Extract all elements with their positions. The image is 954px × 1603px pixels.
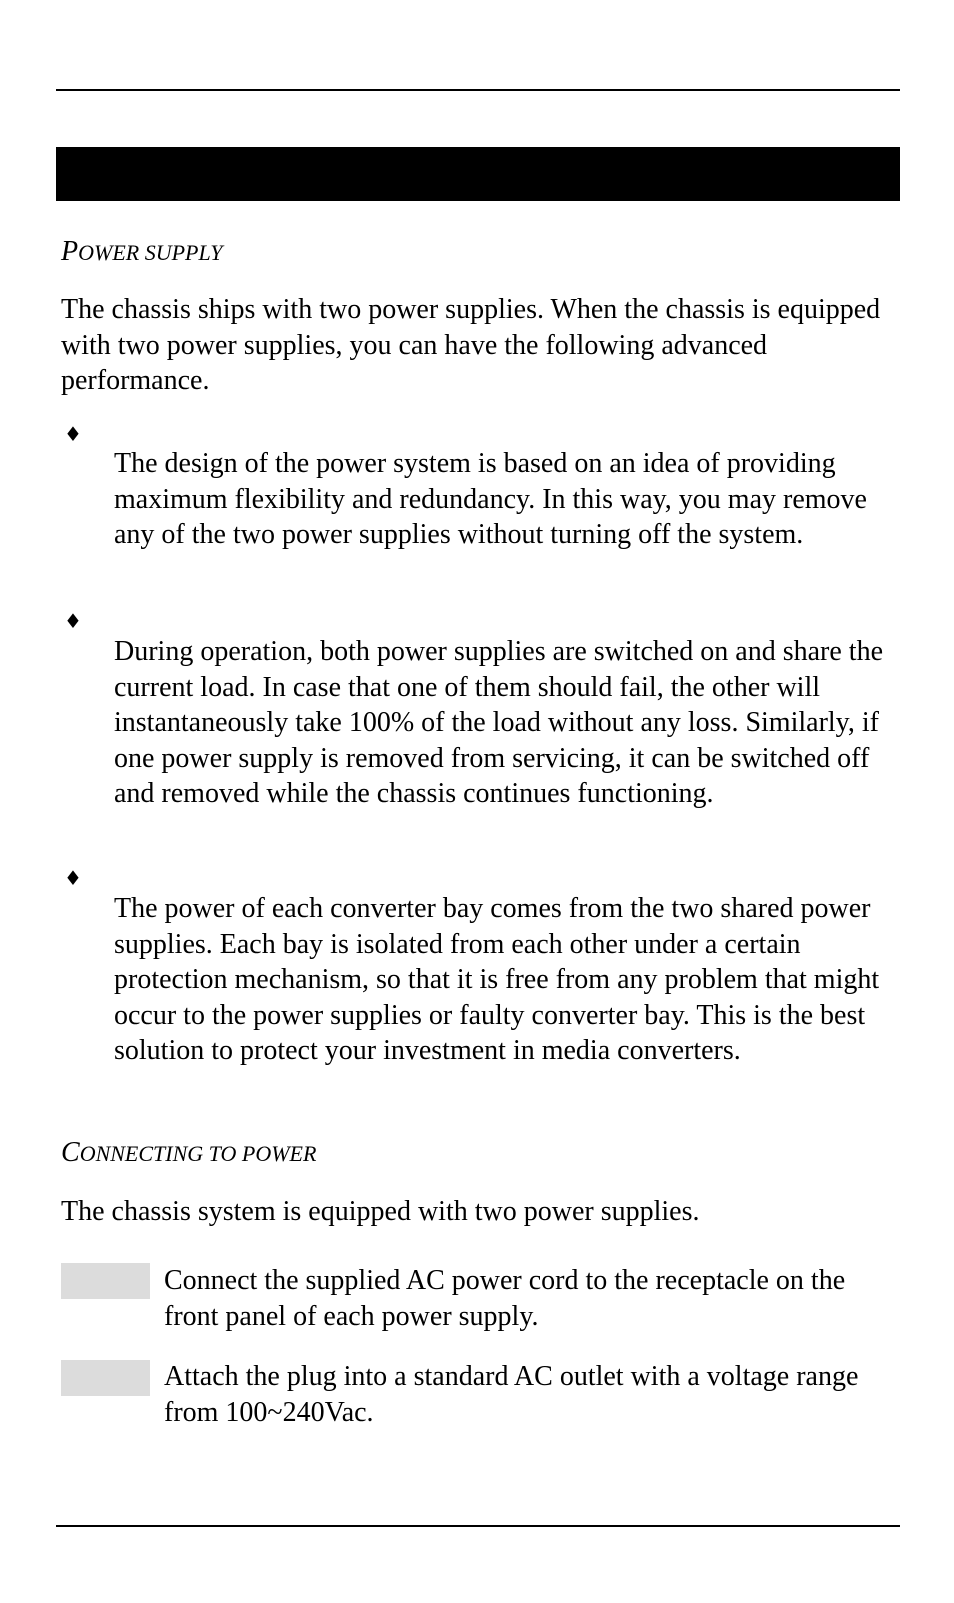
bullet-item-1-text: The design of the power system is based on an idea of providing maximum flexibility and redundancy. In this way, you may remove any of the two power supplies without turning off the system.: [114, 448, 867, 550]
step-2-label-box: [61, 1360, 150, 1396]
step-1-text: Connect the supplied AC power cord to the receptacle on the front panel of each power supply.: [164, 1265, 846, 1332]
bottom-rule: [56, 1525, 900, 1527]
bullet-icon: ♦: [64, 609, 82, 633]
connecting-intro: The chassis system is equipped with two power supplies.: [61, 1196, 700, 1227]
bullet-item-3-text: The power of each converter bay comes from the two shared power supplies. Each bay is isolated from each other under a certain protection mechanism, so that it is free from any problem that might occur to the power supplies or faulty converter bay. This is the best solution to protect your investment in media converters.: [114, 893, 880, 1066]
step-1-label-box: [61, 1263, 150, 1299]
power-supply-heading: POWER SUPPLY: [61, 236, 223, 267]
bullet-icon: ♦: [64, 422, 82, 446]
chapter-title-bar: [56, 147, 900, 201]
power-supply-intro: The chassis ships with two power supplies. When the chassis is equipped with two power supplies, you can have the following advanced performance.: [61, 294, 881, 396]
bullet-icon: ♦: [64, 866, 82, 890]
step-2-text: Attach the plug into a standard AC outlet with a voltage range from 100~240Vac.: [164, 1361, 859, 1428]
bullet-item-2-text: During operation, both power supplies are switched on and share the current load. In case that one of them should fail, the other will instantaneously take 100% of the load without any loss. Similarly, if one power supply is removed from servicing, it can be switched off and removed while the chassis continues functioning.: [114, 636, 884, 809]
top-rule: [56, 89, 900, 91]
connecting-to-power-heading: CONNECTING TO POWER: [61, 1137, 317, 1168]
